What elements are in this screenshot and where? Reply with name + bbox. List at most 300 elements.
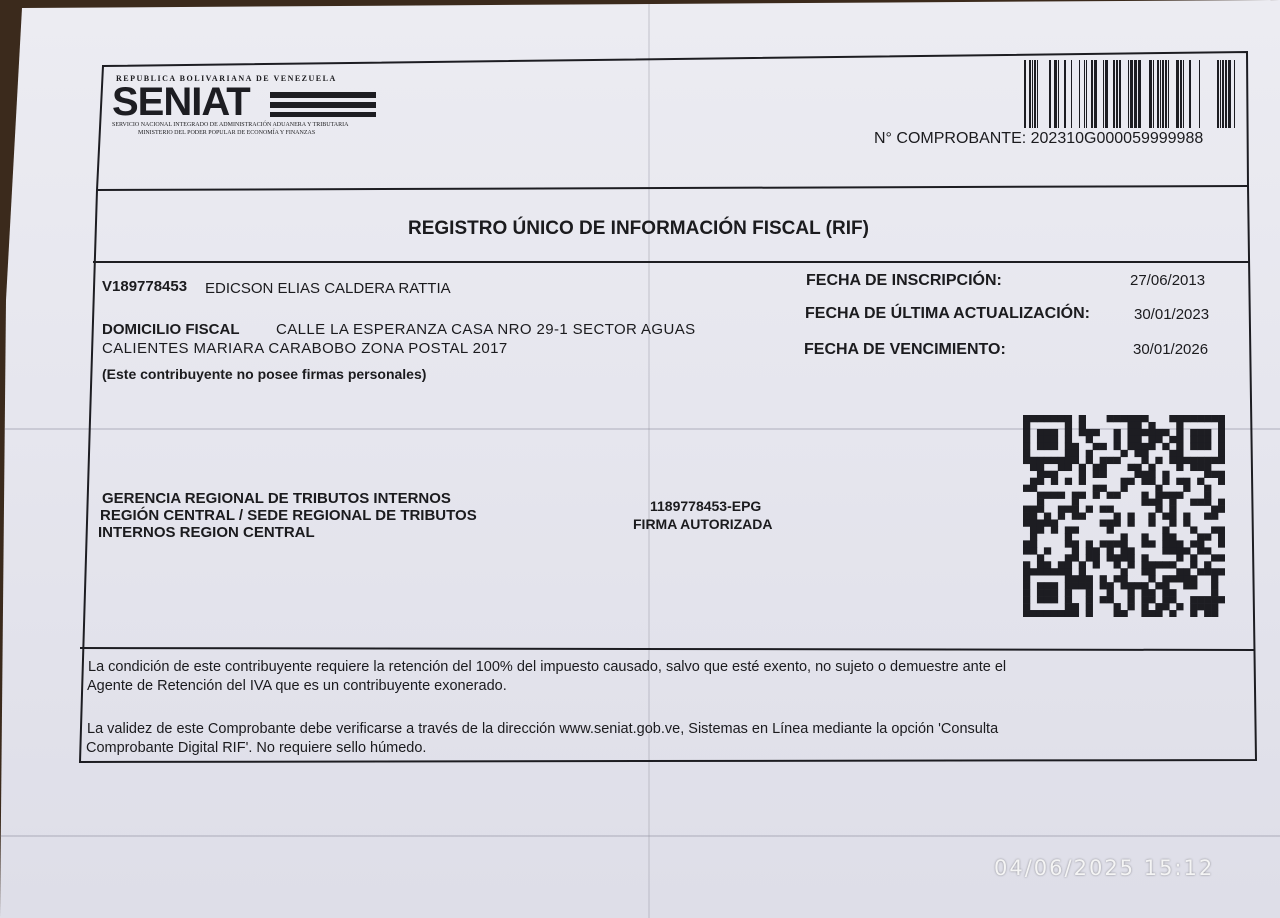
qr-module: [1100, 443, 1107, 450]
qr-module: [1072, 554, 1079, 561]
qr-module: [1190, 526, 1197, 533]
qr-module: [1176, 575, 1183, 582]
qr-module: [1072, 513, 1079, 520]
qr-module: [1023, 436, 1030, 443]
qr-module: [1169, 575, 1176, 582]
qr-module: [1211, 513, 1218, 520]
qr-module: [1176, 603, 1183, 610]
header-divider: [97, 186, 1248, 190]
qr-module: [1065, 415, 1072, 422]
qr-module: [1107, 582, 1114, 589]
qr-module: [1176, 450, 1183, 457]
qr-module: [1127, 519, 1134, 526]
qr-module: [1211, 589, 1218, 596]
validity-note-2: Comprobante Digital RIF'. No requiere sello húmedo.: [86, 740, 427, 756]
qr-module: [1141, 471, 1148, 478]
qr-module: [1114, 457, 1121, 464]
qr-module: [1141, 478, 1148, 485]
qr-module: [1176, 429, 1183, 436]
qr-module: [1037, 415, 1044, 422]
qr-module: [1051, 436, 1058, 443]
vencimiento-value: 30/01/2026: [1133, 341, 1209, 358]
qr-module: [1086, 450, 1093, 457]
qr-module: [1141, 582, 1148, 589]
qr-module: [1141, 540, 1148, 547]
qr-module: [1051, 582, 1058, 589]
qr-module: [1093, 443, 1100, 450]
rif-number: V189778453: [102, 278, 188, 295]
qr-module: [1030, 506, 1037, 513]
barcode-bar: [1180, 60, 1182, 128]
qr-module: [1107, 540, 1114, 547]
qr-module: [1204, 443, 1211, 450]
qr-module: [1218, 422, 1225, 429]
qr-module: [1072, 603, 1079, 610]
qr-module: [1121, 415, 1128, 422]
qr-module: [1134, 415, 1141, 422]
qr-module: [1155, 561, 1162, 568]
qr-module: [1044, 492, 1051, 499]
qr-module: [1141, 603, 1148, 610]
qr-module: [1093, 554, 1100, 561]
qr-module: [1218, 478, 1225, 485]
qr-module: [1169, 540, 1176, 547]
vencimiento-label: FECHA DE VENCIMIENTO:: [804, 341, 1006, 358]
qr-module: [1044, 436, 1051, 443]
qr-module: [1218, 526, 1225, 533]
qr-module: [1127, 464, 1134, 471]
domicilio-line-1: CALLE LA ESPERANZA CASA NRO 29-1 SECTOR AGUAS: [276, 321, 696, 338]
qr-module: [1134, 464, 1141, 471]
qr-module: [1051, 568, 1058, 575]
qr-module: [1197, 436, 1204, 443]
qr-module: [1121, 582, 1128, 589]
barcode-bar: [1183, 60, 1184, 128]
qr-module: [1023, 429, 1030, 436]
qr-module: [1086, 596, 1093, 603]
qr-module: [1037, 610, 1044, 617]
qr-module: [1023, 610, 1030, 617]
qr-module: [1030, 478, 1037, 485]
barcode-bar: [1165, 60, 1167, 128]
qr-module: [1065, 464, 1072, 471]
qr-module: [1107, 415, 1114, 422]
qr-module: [1197, 547, 1204, 554]
qr-module: [1107, 554, 1114, 561]
qr-module: [1148, 471, 1155, 478]
qr-module: [1065, 506, 1072, 513]
qr-module: [1058, 513, 1065, 520]
qr-module: [1190, 499, 1197, 506]
qr-module: [1176, 436, 1183, 443]
qr-module: [1037, 554, 1044, 561]
qr-module: [1100, 575, 1107, 582]
qr-module: [1204, 457, 1211, 464]
qr-module: [1197, 464, 1204, 471]
qr-module: [1197, 429, 1204, 436]
qr-module: [1023, 540, 1030, 547]
qr-module: [1183, 478, 1190, 485]
qr-module: [1148, 429, 1155, 436]
qr-module: [1148, 519, 1155, 526]
qr-module: [1218, 471, 1225, 478]
qr-module: [1155, 610, 1162, 617]
qr-module: [1127, 422, 1134, 429]
qr-module: [1051, 610, 1058, 617]
qr-module: [1107, 589, 1114, 596]
qr-module: [1044, 610, 1051, 617]
qr-module: [1218, 506, 1225, 513]
qr-module: [1030, 540, 1037, 547]
barcode-bar: [1234, 60, 1235, 128]
barcode-bar: [1032, 60, 1033, 128]
qr-module: [1100, 471, 1107, 478]
qr-module: [1065, 450, 1072, 457]
qr-module: [1155, 429, 1162, 436]
qr-module: [1051, 471, 1058, 478]
barcode-bar: [1113, 60, 1115, 128]
qr-module: [1141, 589, 1148, 596]
qr-module: [1072, 547, 1079, 554]
qr-module: [1204, 492, 1211, 499]
qr-module: [1197, 457, 1204, 464]
barcode-bar: [1116, 60, 1118, 128]
qr-module: [1044, 415, 1051, 422]
qr-module: [1127, 436, 1134, 443]
barcode-bar: [1138, 60, 1141, 128]
qr-module: [1204, 603, 1211, 610]
qr-module: [1121, 547, 1128, 554]
qr-module: [1176, 464, 1183, 471]
qr-module: [1030, 457, 1037, 464]
qr-module: [1037, 506, 1044, 513]
photo-timestamp: 04/06/2025 15:12: [994, 856, 1215, 880]
qr-module: [1079, 422, 1086, 429]
qr-module: [1065, 429, 1072, 436]
inscripcion-value: 27/06/2013: [1130, 272, 1206, 289]
qr-module: [1065, 478, 1072, 485]
qr-module: [1037, 596, 1044, 603]
qr-module: [1086, 575, 1093, 582]
qr-module: [1107, 519, 1114, 526]
qr-module: [1148, 568, 1155, 575]
qr-module: [1121, 485, 1128, 492]
qr-module: [1072, 506, 1079, 513]
qr-module: [1183, 513, 1190, 520]
qr-module: [1037, 429, 1044, 436]
qr-module: [1127, 415, 1134, 422]
qr-module: [1023, 575, 1030, 582]
qr-module: [1058, 464, 1065, 471]
qr-module: [1183, 485, 1190, 492]
qr-module: [1051, 526, 1058, 533]
qr-module: [1148, 436, 1155, 443]
barcode-bar: [1130, 60, 1133, 128]
barcode-bar: [1079, 60, 1080, 128]
qr-module: [1037, 589, 1044, 596]
qr-module: [1037, 443, 1044, 450]
qr-module: [1100, 596, 1107, 603]
qr-module: [1079, 415, 1086, 422]
qr-module: [1051, 457, 1058, 464]
qr-module: [1218, 499, 1225, 506]
barcode-bar: [1162, 60, 1164, 128]
office-line-3: INTERNOS REGION CENTRAL: [98, 524, 315, 541]
qr-module: [1155, 582, 1162, 589]
qr-module: [1127, 561, 1134, 568]
qr-module: [1169, 415, 1176, 422]
qr-module: [1197, 533, 1204, 540]
qr-module: [1148, 513, 1155, 520]
qr-module: [1204, 513, 1211, 520]
qr-module: [1211, 471, 1218, 478]
qr-module: [1023, 603, 1030, 610]
barcode-bar: [1024, 60, 1026, 128]
qr-module: [1037, 471, 1044, 478]
qr-module: [1176, 478, 1183, 485]
qr-module: [1086, 554, 1093, 561]
qr-module: [1093, 464, 1100, 471]
qr-module: [1086, 429, 1093, 436]
qr-module: [1190, 457, 1197, 464]
qr-module: [1086, 603, 1093, 610]
qr-module: [1218, 429, 1225, 436]
qr-module: [1051, 443, 1058, 450]
qr-module: [1211, 457, 1218, 464]
agency-text: SERVICIO NACIONAL INTEGRADO DE ADMINISTRACIÓN ADUANERA Y TRIBUTARIA: [112, 122, 349, 128]
qr-module: [1197, 443, 1204, 450]
barcode-bar: [1222, 60, 1224, 128]
qr-module: [1218, 450, 1225, 457]
qr-module: [1030, 519, 1037, 526]
qr-module: [1114, 443, 1121, 450]
qr-module: [1030, 485, 1037, 492]
qr-module: [1072, 575, 1079, 582]
qr-module: [1100, 485, 1107, 492]
qr-module: [1162, 561, 1169, 568]
qr-module: [1176, 457, 1183, 464]
qr-module: [1023, 415, 1030, 422]
qr-module: [1141, 568, 1148, 575]
barcode-bar: [1225, 60, 1227, 128]
domicilio-line-2: CALIENTES MARIARA CARABOBO ZONA POSTAL 2017: [102, 340, 508, 357]
qr-module: [1190, 540, 1197, 547]
qr-module: [1086, 547, 1093, 554]
qr-module: [1211, 568, 1218, 575]
qr-module: [1211, 603, 1218, 610]
qr-module: [1218, 443, 1225, 450]
qr-module: [1162, 589, 1169, 596]
qr-module: [1134, 582, 1141, 589]
qr-module: [1065, 610, 1072, 617]
qr-module: [1169, 436, 1176, 443]
qr-module: [1134, 471, 1141, 478]
qr-module: [1114, 603, 1121, 610]
qr-module: [1114, 492, 1121, 499]
qr-module: [1155, 457, 1162, 464]
qr-module: [1176, 422, 1183, 429]
qr-module: [1190, 610, 1197, 617]
qr-module: [1107, 457, 1114, 464]
logo-stripe: [270, 92, 376, 98]
qr-module: [1058, 610, 1065, 617]
qr-module: [1148, 575, 1155, 582]
barcode-bar: [1217, 60, 1219, 128]
qr-module: [1065, 561, 1072, 568]
qr-module: [1030, 610, 1037, 617]
qr-module: [1072, 457, 1079, 464]
qr-module: [1134, 436, 1141, 443]
qr-module: [1127, 554, 1134, 561]
qr-module: [1093, 492, 1100, 499]
qr-module: [1072, 526, 1079, 533]
qr-module: [1023, 596, 1030, 603]
qr-module: [1037, 464, 1044, 471]
qr-module: [1155, 603, 1162, 610]
qr-module: [1100, 457, 1107, 464]
qr-module: [1023, 450, 1030, 457]
qr-module: [1065, 575, 1072, 582]
inscripcion-label: FECHA DE INSCRIPCIÓN:: [806, 272, 1002, 289]
qr-module: [1162, 492, 1169, 499]
qr-code-icon: [1023, 415, 1225, 617]
qr-module: [1037, 519, 1044, 526]
qr-module: [1141, 596, 1148, 603]
domicilio-label: DOMICILIO FISCAL: [102, 321, 240, 338]
qr-module: [1197, 568, 1204, 575]
qr-module: [1162, 478, 1169, 485]
qr-module: [1093, 561, 1100, 568]
qr-module: [1121, 575, 1128, 582]
qr-module: [1093, 471, 1100, 478]
firmas-note: (Este contribuyente no posee firmas personales): [102, 366, 427, 382]
qr-module: [1190, 575, 1197, 582]
qr-module: [1190, 436, 1197, 443]
qr-module: [1183, 582, 1190, 589]
qr-module: [1114, 513, 1121, 520]
qr-module: [1218, 540, 1225, 547]
qr-module: [1044, 457, 1051, 464]
barcode-bar: [1084, 60, 1085, 128]
qr-module: [1155, 506, 1162, 513]
qr-module: [1183, 575, 1190, 582]
qr-module: [1176, 568, 1183, 575]
qr-module: [1072, 582, 1079, 589]
qr-module: [1148, 422, 1155, 429]
qr-module: [1023, 457, 1030, 464]
barcode-bar: [1064, 60, 1066, 128]
qr-module: [1176, 415, 1183, 422]
qr-module: [1211, 526, 1218, 533]
notes-divider: [80, 648, 1254, 650]
qr-module: [1100, 464, 1107, 471]
qr-module: [1114, 610, 1121, 617]
qr-module: [1079, 568, 1086, 575]
qr-module: [1169, 450, 1176, 457]
signature-label: FIRMA AUTORIZADA: [633, 516, 773, 532]
qr-module: [1169, 610, 1176, 617]
logo-stripe: [270, 112, 376, 117]
qr-module: [1114, 561, 1121, 568]
qr-module: [1211, 610, 1218, 617]
qr-module: [1141, 450, 1148, 457]
qr-module: [1086, 589, 1093, 596]
qr-module: [1148, 561, 1155, 568]
qr-module: [1155, 485, 1162, 492]
qr-module: [1204, 464, 1211, 471]
barcode-bar: [1199, 60, 1200, 128]
qr-module: [1162, 429, 1169, 436]
comprobante-number: N° COMPROBANTE: 202310G000059999988: [874, 130, 1204, 147]
qr-module: [1030, 568, 1037, 575]
qr-module: [1079, 513, 1086, 520]
qr-module: [1023, 422, 1030, 429]
qr-module: [1148, 464, 1155, 471]
qr-module: [1190, 429, 1197, 436]
qr-module: [1044, 429, 1051, 436]
qr-module: [1044, 589, 1051, 596]
barcode-bar: [1149, 60, 1152, 128]
qr-module: [1141, 492, 1148, 499]
barcode-bar: [1049, 60, 1051, 128]
qr-module: [1148, 610, 1155, 617]
qr-module: [1204, 471, 1211, 478]
qr-module: [1204, 561, 1211, 568]
qr-module: [1162, 513, 1169, 520]
qr-module: [1093, 429, 1100, 436]
qr-module: [1093, 547, 1100, 554]
barcode-bar: [1071, 60, 1072, 128]
qr-module: [1169, 513, 1176, 520]
qr-module: [1127, 429, 1134, 436]
qr-module: [1141, 443, 1148, 450]
qr-module: [1141, 533, 1148, 540]
qr-module: [1176, 492, 1183, 499]
qr-module: [1023, 561, 1030, 568]
qr-module: [1065, 596, 1072, 603]
qr-module: [1162, 596, 1169, 603]
qr-module: [1093, 485, 1100, 492]
qr-module: [1100, 519, 1107, 526]
actualizacion-value: 30/01/2023: [1134, 306, 1210, 323]
qr-module: [1127, 603, 1134, 610]
qr-module: [1037, 499, 1044, 506]
qr-module: [1155, 436, 1162, 443]
qr-module: [1218, 415, 1225, 422]
qr-module: [1023, 485, 1030, 492]
qr-module: [1134, 429, 1141, 436]
qr-module: [1155, 492, 1162, 499]
qr-module: [1030, 533, 1037, 540]
qr-module: [1162, 540, 1169, 547]
qr-module: [1148, 540, 1155, 547]
qr-module: [1197, 540, 1204, 547]
qr-module: [1065, 457, 1072, 464]
qr-module: [1141, 554, 1148, 561]
qr-module: [1176, 547, 1183, 554]
qr-module: [1107, 506, 1114, 513]
qr-module: [1065, 589, 1072, 596]
qr-module: [1072, 450, 1079, 457]
qr-module: [1121, 478, 1128, 485]
qr-module: [1065, 603, 1072, 610]
qr-module: [1190, 561, 1197, 568]
qr-module: [1044, 443, 1051, 450]
qr-module: [1121, 610, 1128, 617]
barcode-bar: [1094, 60, 1097, 128]
qr-module: [1079, 492, 1086, 499]
qr-module: [1037, 478, 1044, 485]
